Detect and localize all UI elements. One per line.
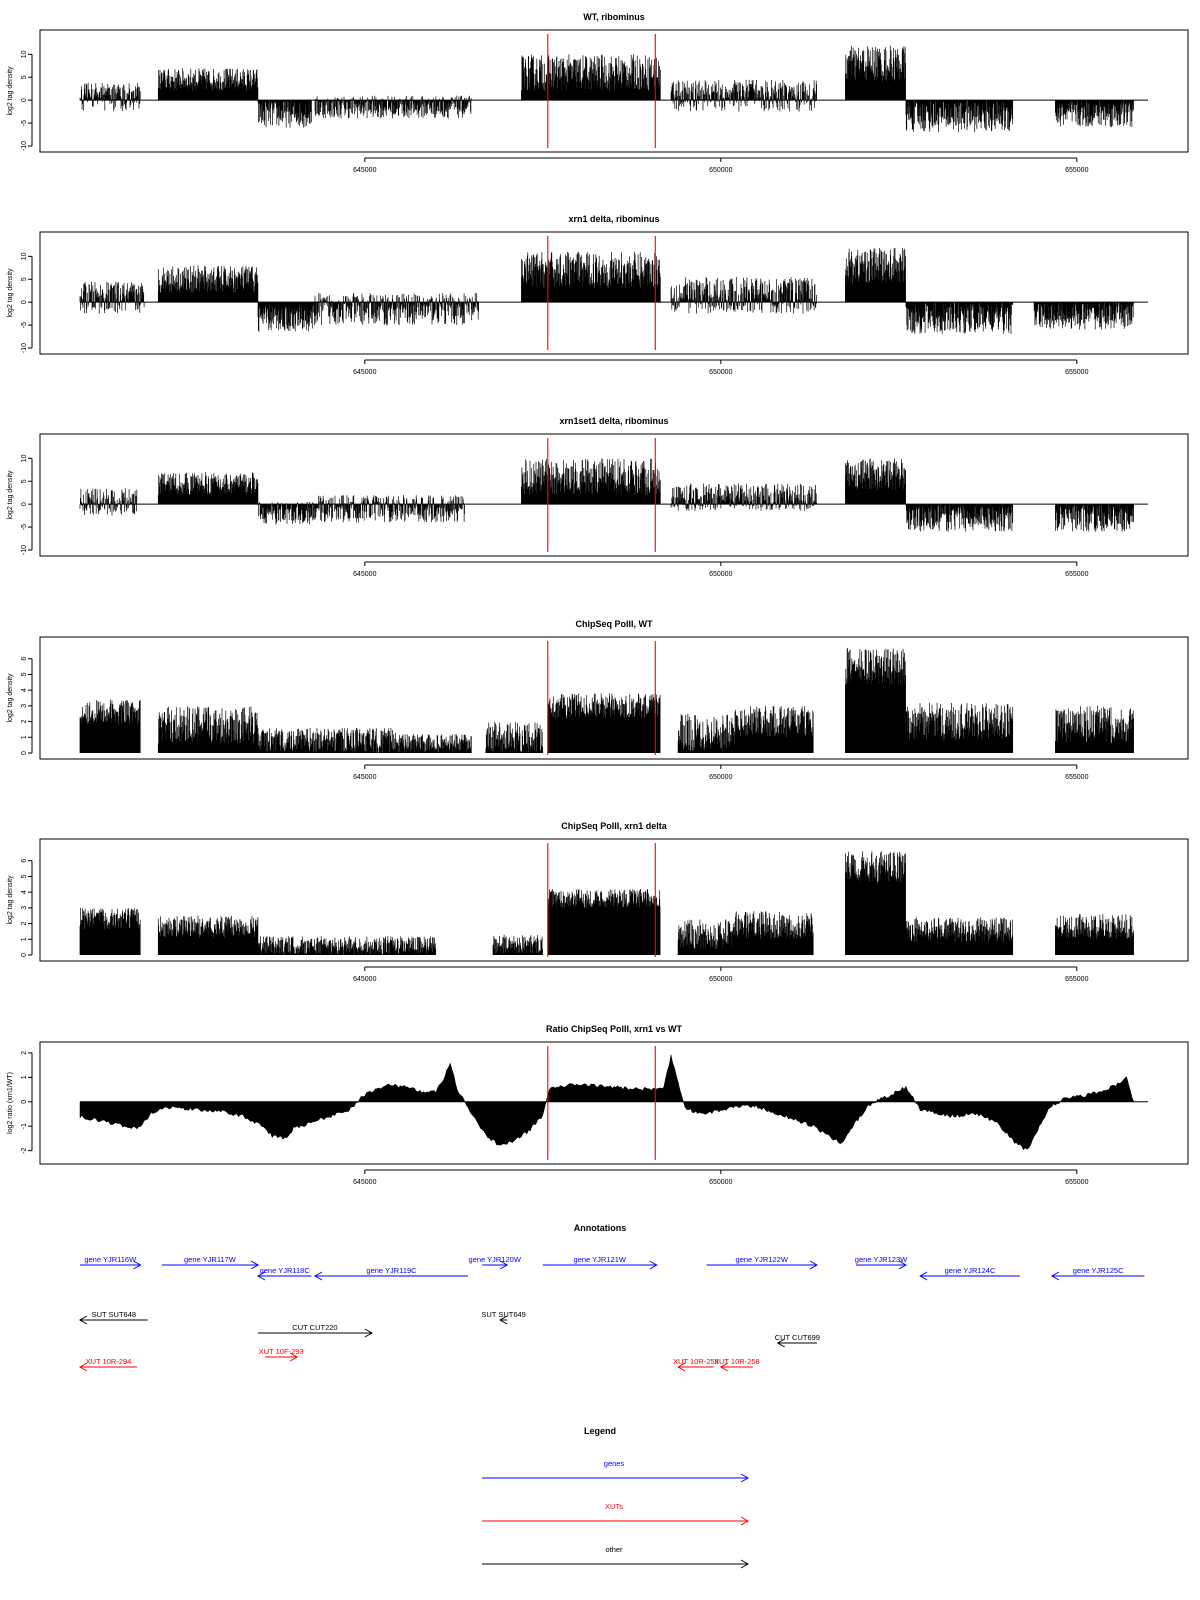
feature-label: gene YJR116W: [84, 1255, 137, 1264]
x-tick-label: 650000: [709, 369, 733, 376]
feature-label: gene YJR125C: [1072, 1266, 1124, 1275]
x-tick-label: 645000: [353, 1179, 377, 1186]
signal-segment-2: [158, 68, 258, 100]
signal-segment-10: [906, 703, 1013, 753]
feature-label: XUT 10R-259: [673, 1357, 719, 1366]
signal-segment-2: [158, 266, 258, 303]
annotation-genes: [1052, 1266, 1145, 1280]
annotation-genes: [543, 1255, 657, 1269]
signal-segment-2: [158, 472, 258, 504]
signal-bars: [671, 80, 817, 112]
y-tick-label: 3: [21, 905, 28, 910]
signal-bars: [906, 302, 1013, 334]
annotation-features: [80, 1255, 1144, 1371]
signal-segment-9: [1055, 100, 1133, 127]
feature-label: gene YJR121W: [573, 1255, 626, 1264]
signal-segment-1: [80, 700, 140, 753]
signal-bars: [678, 919, 735, 955]
signal-segment-4: [493, 935, 543, 955]
legend-item-xuts: [482, 1502, 748, 1525]
x-tick-label: 645000: [353, 774, 377, 781]
legend-label: genes: [603, 1459, 625, 1468]
y-tick-label: -5: [21, 119, 28, 127]
signal-bars: [735, 911, 813, 955]
legend-item-genes: [482, 1459, 748, 1482]
legend-items: [482, 1459, 748, 1568]
signal-bars: [906, 504, 1013, 531]
feature-label: CUT CUT699: [774, 1333, 820, 1342]
y-tick-label: 2: [21, 719, 28, 724]
signal-bars: [158, 472, 258, 504]
y-axis-label: log2 tag density: [7, 470, 14, 520]
signal-segment-1: [80, 908, 140, 955]
signal-segment-4: [315, 293, 479, 325]
x-tick-label: 645000: [353, 369, 377, 376]
y-tick-label: 4: [21, 890, 28, 895]
signal-segment-1: [80, 83, 140, 112]
signal-segment-3: [258, 302, 315, 332]
x-tick-label: 655000: [1065, 167, 1089, 174]
signal-bars: [845, 46, 905, 101]
x-tick-label: 645000: [353, 571, 377, 578]
y-tick-label: 3: [21, 703, 28, 708]
signal-bars: [671, 484, 817, 511]
signal-segment-4: [400, 734, 471, 753]
signal-bars: [315, 293, 479, 325]
feature-label: gene YJR123W: [854, 1255, 908, 1264]
legend-section: [482, 1426, 748, 1568]
annotation-genes: [162, 1255, 258, 1269]
signal-segment-5: [486, 722, 543, 753]
signal-segment-7: [845, 458, 905, 504]
annotation-genes: [469, 1255, 522, 1269]
signal-segment-1: [80, 282, 144, 314]
signal-segment-3: [258, 502, 315, 525]
annotation-other: [481, 1310, 525, 1324]
x-tick-label: 650000: [709, 571, 733, 578]
signal-segment-8: [906, 100, 1013, 132]
signal-segment-5: [521, 252, 660, 302]
y-tick-label: 10: [21, 252, 28, 261]
signal-segment-7: [678, 714, 735, 753]
x-tick-label: 650000: [709, 167, 733, 174]
y-tick-label: 0: [21, 502, 28, 507]
y-axis-label: log2 tag density: [7, 875, 14, 925]
signal-segment-7: [845, 46, 905, 101]
panel-title: ChipSeq PolII, xrn1 delta: [561, 821, 667, 831]
y-axis-label: log2 tag density: [7, 673, 14, 723]
signal-bars: [80, 488, 137, 515]
y-tick-label: 2: [21, 921, 28, 926]
signal-bars: [258, 100, 311, 127]
y-tick-label: -5: [21, 321, 28, 329]
y-tick-label: 5: [21, 75, 28, 80]
x-tick-label: 655000: [1065, 774, 1089, 781]
chart-panel-1: [7, 12, 1188, 174]
x-tick-label: 650000: [709, 774, 733, 781]
y-tick-label: 0: [21, 1099, 28, 1104]
feature-label: gene YJR120W: [468, 1255, 521, 1264]
y-tick-label: 1: [21, 735, 28, 740]
chart-panel-5: [7, 821, 1188, 983]
signal-bars: [678, 714, 735, 753]
signal-segment-9: [1034, 302, 1134, 329]
annotation-genes: [80, 1255, 141, 1269]
signal-bars: [521, 459, 660, 505]
signal-segment-10: [1055, 914, 1133, 955]
y-axis-label: log2 tag density: [7, 268, 14, 318]
y-tick-label: 0: [21, 751, 28, 755]
x-tick-label: 645000: [353, 167, 377, 174]
panel-title: Ratio ChipSeq PolII, xrn1 vs WT: [545, 1024, 683, 1034]
feature-label: SUT SUT649: [481, 1310, 526, 1319]
signal-bars: [493, 935, 543, 955]
signal-bars: [158, 916, 258, 955]
feature-label: gene YJR119C: [366, 1266, 417, 1275]
y-tick-label: 5: [21, 479, 28, 484]
signal-segment-9: [1055, 504, 1133, 532]
signal-bars: [258, 728, 400, 753]
feature-label: XUT 10F-293: [258, 1347, 304, 1356]
signal-bars: [548, 693, 660, 753]
signal-bars: [1055, 706, 1133, 753]
x-tick-label: 650000: [709, 976, 733, 983]
y-tick-label: 2: [21, 1050, 28, 1055]
x-tick-label: 655000: [1065, 369, 1089, 376]
x-tick-label: 645000: [353, 976, 377, 983]
signal-segment-7: [735, 911, 813, 955]
signal-segment-8: [906, 504, 1013, 531]
y-tick-label: 10: [21, 50, 28, 59]
signal-bars: [521, 252, 660, 302]
signal-bars: [258, 302, 315, 332]
signal-bars: [1055, 914, 1133, 955]
signal-segment-5: [521, 54, 660, 100]
y-axis-label: log2 ratio (xrn1/WT): [7, 1072, 14, 1134]
signal-bars: [158, 706, 258, 753]
annotation-xuts: [673, 1357, 719, 1371]
signal-bars: [1034, 302, 1134, 329]
signal-bars: [845, 851, 905, 955]
y-tick-label: -2: [21, 1147, 28, 1154]
signal-bars: [80, 908, 140, 955]
signal-bars: [80, 282, 144, 314]
signal-segment-3: [258, 100, 311, 127]
y-tick-label: -10: [21, 342, 28, 354]
signal-segment-4: [315, 96, 471, 119]
signal-segment-4: [315, 495, 465, 522]
annotations-section: [80, 1223, 1144, 1371]
y-tick-label: 0: [21, 98, 28, 103]
signal-bars: [1055, 504, 1133, 532]
annotation-genes: [855, 1255, 908, 1269]
signal-segment-2: [158, 916, 258, 955]
signal-bars: [315, 495, 465, 522]
annotation-xuts: [80, 1357, 137, 1371]
panel-title: xrn1 delta, ribominus: [568, 214, 660, 224]
signal-bars: [906, 917, 1013, 955]
feature-label: SUT SUT648: [91, 1310, 137, 1319]
signal-segment-7: [845, 248, 905, 302]
signal-segment-6: [671, 80, 817, 112]
feature-label: CUT CUT220: [292, 1323, 338, 1332]
annotation-xuts: [259, 1347, 304, 1361]
feature-label: gene YJR124C: [944, 1266, 996, 1275]
chart-panel-4: [7, 619, 1188, 781]
y-tick-label: -10: [21, 544, 28, 556]
signal-bars: [906, 703, 1013, 753]
feature-label: XUT 10R-294: [85, 1357, 132, 1366]
annotation-genes: [920, 1266, 1020, 1280]
y-tick-label: 5: [21, 874, 28, 879]
panel-title: WT, ribominus: [583, 12, 645, 22]
x-tick-label: 655000: [1065, 1179, 1089, 1186]
signal-bars: [671, 277, 817, 314]
legend-item-other: [482, 1545, 748, 1568]
signal-segment-8: [735, 706, 813, 753]
signal-bars: [80, 83, 140, 112]
signal-bars: [521, 54, 660, 100]
legend-label: other: [605, 1545, 623, 1554]
signal-segment-1: [80, 488, 137, 515]
y-tick-label: 0: [21, 953, 28, 957]
x-tick-label: 650000: [709, 1179, 733, 1186]
panel-title: xrn1set1 delta, ribominus: [559, 416, 669, 426]
y-tick-label: -10: [21, 140, 28, 152]
panel-title: ChipSeq PolII, WT: [575, 619, 653, 629]
chart-panel-6: [7, 1024, 1188, 1186]
signal-segment-8: [906, 302, 1013, 334]
signal-segment-6: [678, 919, 735, 955]
signal-bars: [258, 502, 315, 525]
y-tick-label: 1: [21, 937, 28, 942]
annotation-other: [258, 1323, 372, 1337]
y-tick-label: 5: [21, 672, 28, 677]
y-axis-label: log2 tag density: [7, 66, 14, 116]
y-tick-label: -1: [21, 1123, 28, 1130]
signal-bars: [158, 266, 258, 303]
signal-bars: [906, 100, 1013, 132]
signal-segment-11: [1055, 706, 1133, 753]
annotation-other: [80, 1310, 148, 1324]
y-tick-label: 10: [21, 454, 28, 463]
annotation-genes: [707, 1255, 817, 1269]
signal-bars: [80, 700, 140, 753]
annotation-genes: [315, 1266, 468, 1280]
legend-title: Legend: [583, 1426, 617, 1436]
x-tick-label: 655000: [1065, 976, 1089, 983]
signal-bars: [158, 68, 258, 100]
y-tick-label: 1: [21, 1075, 28, 1080]
signal-segment-9: [906, 917, 1013, 955]
signal-bars: [315, 96, 471, 119]
signal-bars: [400, 734, 471, 753]
feature-label: gene YJR118C: [259, 1266, 310, 1275]
y-tick-label: 0: [21, 300, 28, 305]
y-tick-label: -5: [21, 523, 28, 531]
signal-bars: [486, 722, 543, 753]
signal-segment-6: [671, 484, 817, 511]
y-tick-label: 4: [21, 688, 28, 693]
signal-segment-9: [845, 648, 905, 753]
signal-segment-3: [258, 936, 436, 955]
legend-label: XUTs: [605, 1502, 623, 1511]
y-tick-label: 5: [21, 277, 28, 282]
signal-bars: [548, 889, 660, 955]
annotation-xuts: [714, 1357, 760, 1371]
x-tick-label: 655000: [1065, 571, 1089, 578]
signal-bars: [845, 248, 905, 302]
signal-bars: [258, 936, 436, 955]
feature-label: gene YJR122W: [735, 1255, 788, 1264]
signal-segment-8: [845, 851, 905, 955]
signal-segment-3: [258, 728, 400, 753]
signal-bars: [735, 706, 813, 753]
track-panels: [7, 12, 1188, 1186]
annotation-genes: [258, 1266, 311, 1280]
y-tick-label: 6: [21, 656, 28, 661]
feature-label: XUT 10R-258: [713, 1357, 760, 1366]
chart-panel-3: [7, 416, 1188, 578]
feature-label: gene YJR117W: [184, 1255, 236, 1264]
signal-segment-6: [548, 693, 660, 753]
signal-segment-2: [158, 706, 258, 753]
signal-bars: [1055, 100, 1133, 127]
ratio-area: [80, 1055, 1134, 1150]
signal-segment-5: [548, 889, 660, 955]
signal-segment-5: [521, 459, 660, 505]
signal-segment-6: [671, 277, 817, 314]
signal-bars: [845, 458, 905, 504]
chart-panel-2: [7, 214, 1188, 376]
y-tick-label: 6: [21, 858, 28, 863]
annotation-other: [775, 1333, 820, 1347]
signal-bars: [845, 648, 905, 753]
annotations-title: Annotations: [573, 1223, 627, 1233]
